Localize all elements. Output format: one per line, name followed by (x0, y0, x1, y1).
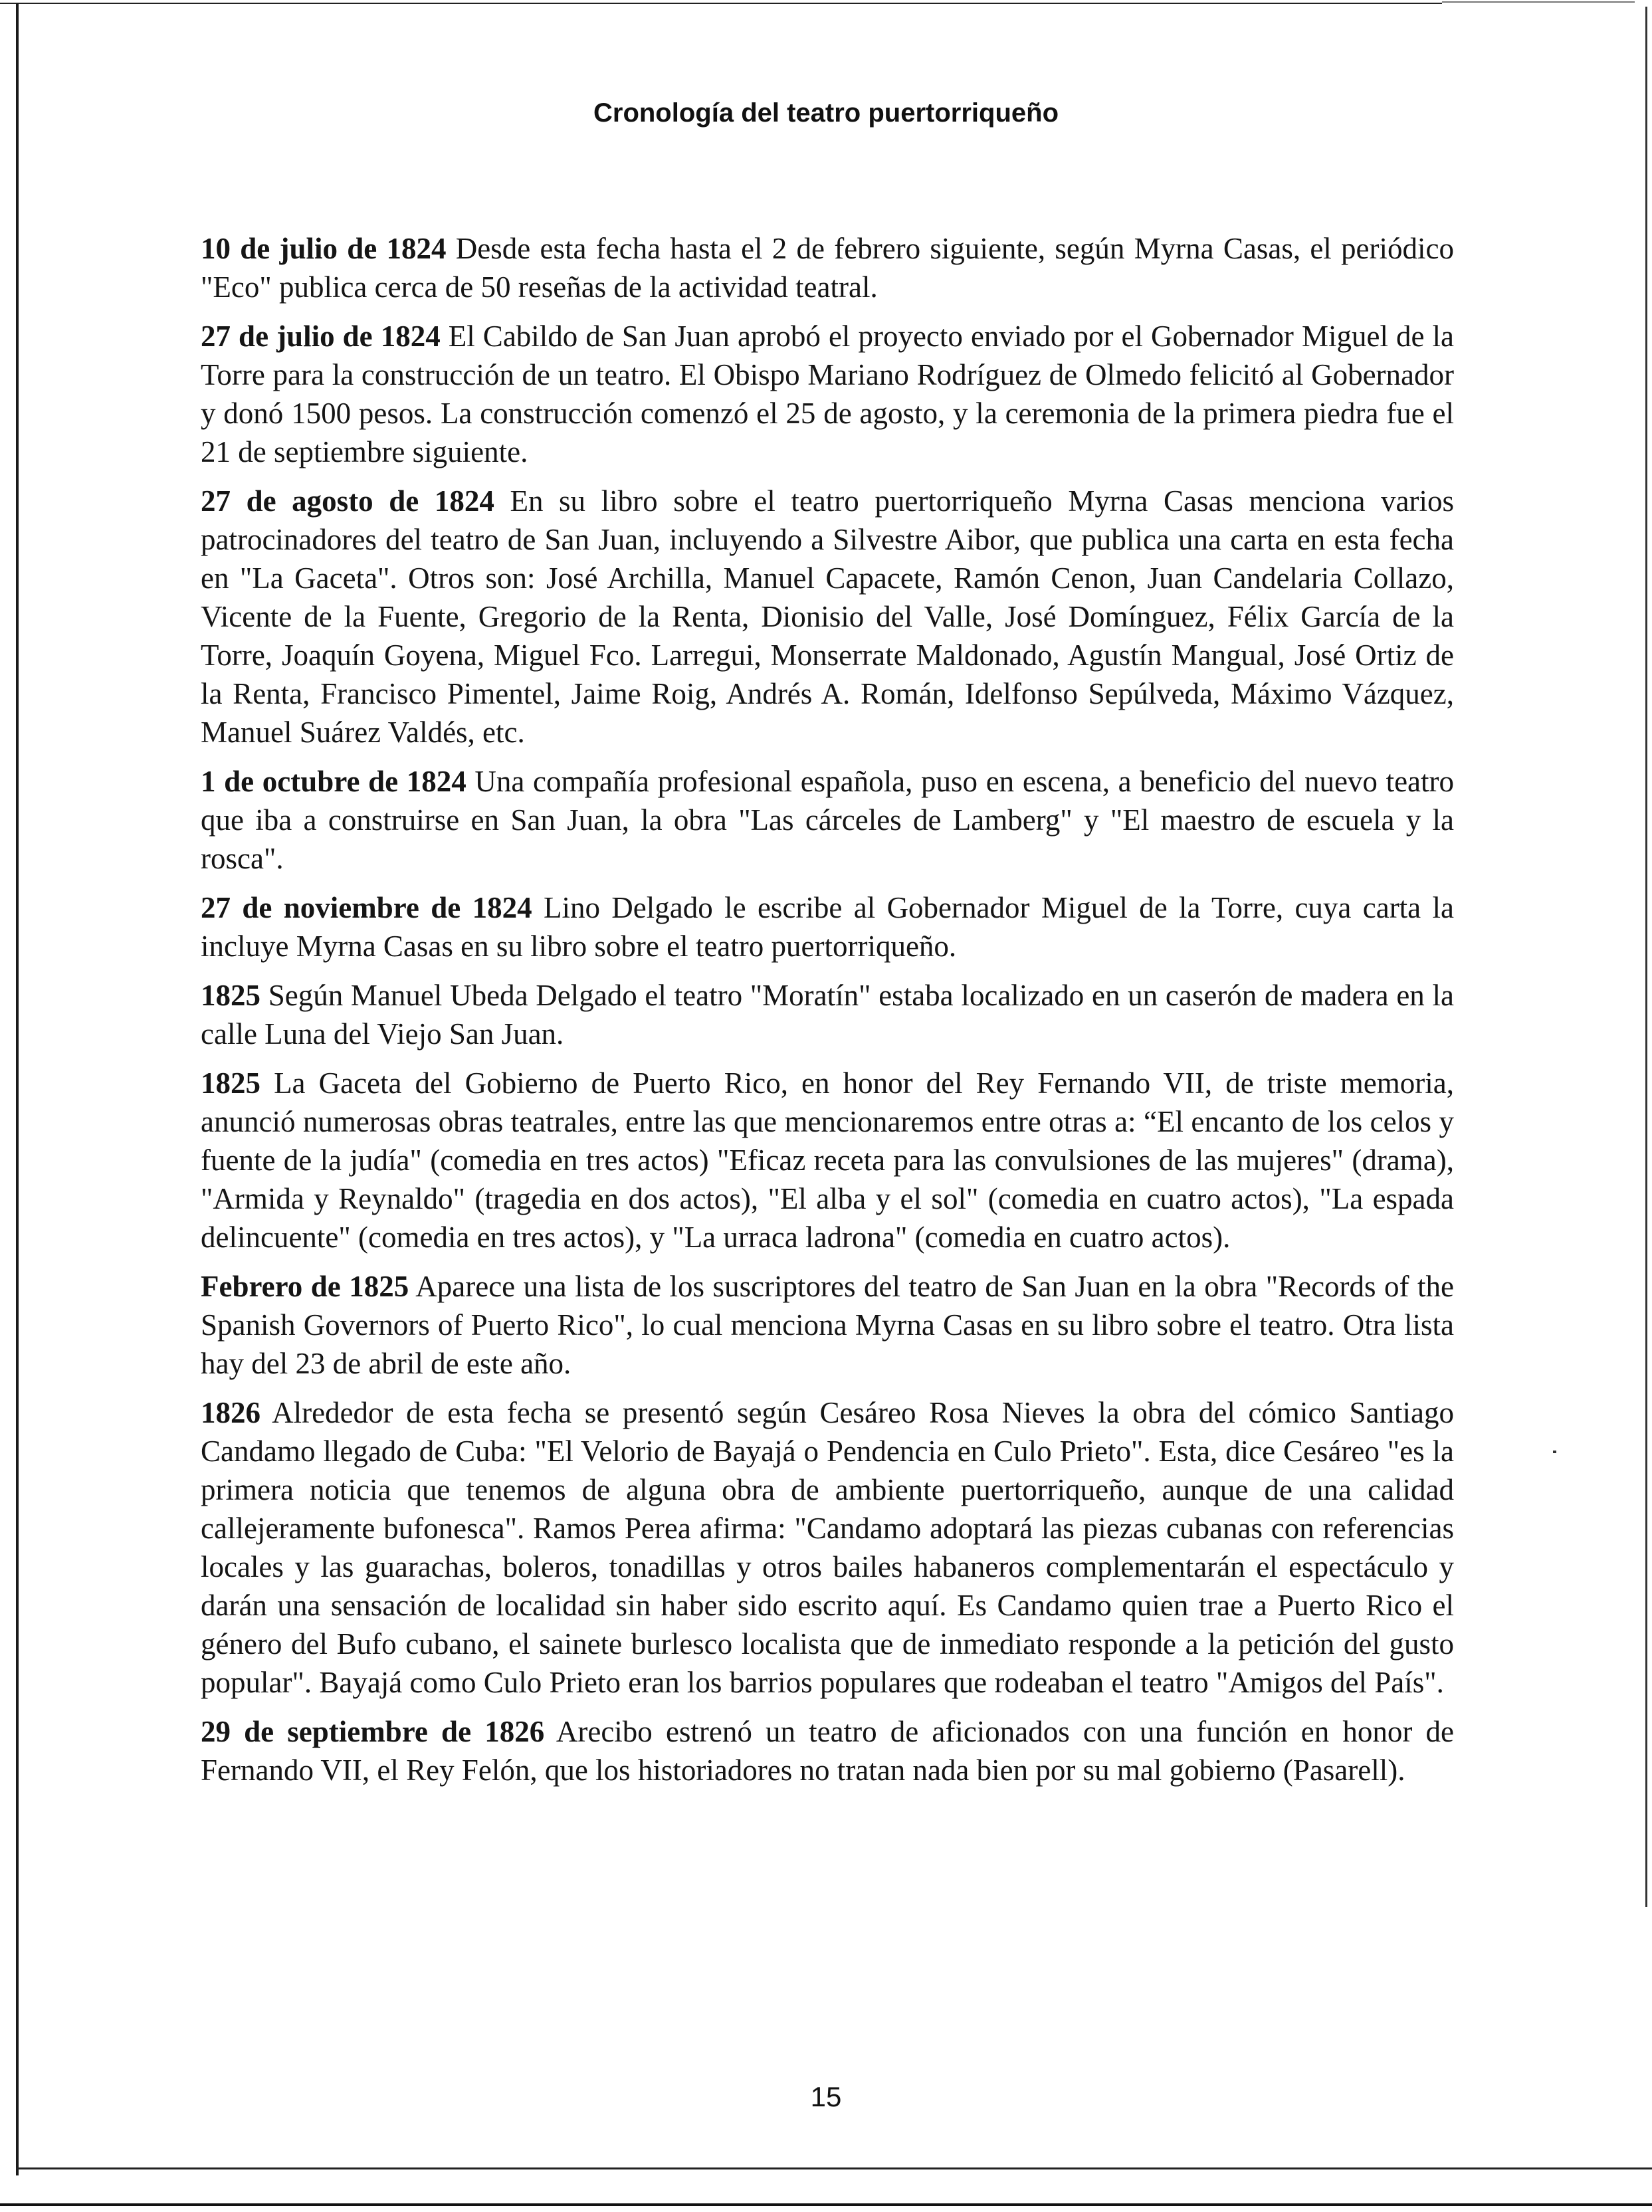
chronology-entry (201, 976, 1454, 1053)
page-header: Cronología del teatro puertorriqueño (593, 98, 1059, 128)
chronology-entry (201, 482, 1454, 752)
entry-date: 1825 (201, 1066, 260, 1100)
entry-date: 29 de septiembre de 1826 (201, 1715, 545, 1748)
footer-rule (16, 2167, 1652, 2169)
chronology-entry (201, 1267, 1454, 1383)
entry-date: 27 de noviembre de 1824 (201, 891, 532, 924)
entry-text: Aparece una lista de los suscriptores del teatro de San Juan en la obra "Records of the Spanish Governors of Puerto Rico", lo cual menciona Myrna Casas en su libro sobre el teatro. Otra lista hay del 23 de abril de este año. (201, 1270, 1454, 1380)
chronology-entry (201, 229, 1454, 306)
chronology-entry (201, 762, 1454, 878)
chronology-entry (201, 1064, 1454, 1257)
entry-text: Alrededor de esta fecha se presentó según Cesáreo Rosa Nieves la obra del cómico Santiago Candamo llegado de Cuba: "El Velorio de Bayajá o Pendencia en Culo Prieto". Esta, dice Cesáreo "es la primera noticia que tenemos de alguna obra de ambiente puertorriqueño, aunque de una calidad callejeramente bufonesca". Ramos Perea afirma: "Candamo adoptará las piezas cubanas con referencias locales y las guarachas, boleros, tonadillas y otros bailes habaneros complementarán el espectáculo y darán una sensación de localidad sin haber sido escrito aquí. Es Candamo quien trae a Puerto Rico el género del Bufo cubano, el sainete burlesco localista que de inmediato responde a la petición del gusto popular". Bayajá como Culo Prieto eran los barrios populares que rodeaban el teatro "Amigos del País". (201, 1396, 1454, 1699)
entry-text: La Gaceta del Gobierno de Puerto Rico, en honor del Rey Fernando VII, de triste memoria, anunció numerosas obras teatrales, entre las que mencionaremos entre otras a: “El encanto de los celos y fuente de la judía" (comedia en tres actos) "Eficaz receta para las convulsiones de las mujeres" (drama), "Armida y Reynaldo" (tragedia en dos actos), "El alba y el sol" (comedia en cuatro actos), "La espada delincuente" (comedia en tres actos), y "La urraca ladrona" (comedia en cuatro actos). (201, 1066, 1454, 1254)
chronology-entry (201, 1393, 1454, 1702)
entry-date: 10 de julio de 1824 (201, 232, 447, 265)
entry-text: En su libro sobre el teatro puertorriqueño Myrna Casas menciona varios patrocinadores del teatro de San Juan, incluyendo a Silvestre Aibor, que publica una carta en esta fecha en "La Gaceta". Otros son: José Archilla, Manuel Capacete, Ramón Cenon, Juan Candelaria Collazo, Vicente de la Fuente, Gregorio de la Renta, Dionisio del Valle, José Domínguez, Félix García de la Torre, Joaquín Goyena, Miguel Fco. Larregui, Monserrate Maldonado, Agustín Mangual, José Ortiz de la Renta, Francisco Pimentel, Jaime Roig, Andrés A. Román, Idelfonso Sepúlveda, Máximo Vázquez, Manuel Suárez Valdés, etc. (201, 484, 1455, 749)
entry-date: 1 de octubre de 1824 (201, 765, 466, 798)
chronology-entry (201, 1712, 1454, 1789)
chronology-entry (201, 888, 1454, 965)
entry-text: Una compañía profesional española, puso en escena, a beneficio del nuevo teatro que iba a construirse en San Juan, la obra "Las cárceles de Lamberg" y "El maestro de escuela y la rosca". (201, 765, 1455, 875)
scan-border-bottom (0, 2203, 1652, 2206)
entry-text: El Cabildo de San Juan aprobó el proyecto enviado por el Gobernador Miguel de la Torre para la construcción de un teatro. El Obispo Mariano Rodríguez de Olmedo felicitó al Gobernador y donó 1500 pesos. La construcción comenzó el 25 de agosto, y la ceremonia de la primera piedra fue el 21 de septiembre siguiente. (201, 320, 1454, 468)
scan-border-right (1645, 7, 1647, 1907)
entry-date: 27 de agosto de 1824 (201, 484, 494, 518)
page-number: 15 (810, 2081, 842, 2112)
entry-text: Según Manuel Ubeda Delgado el teatro "Moratín" estaba localizado en un caserón de madera en la calle Luna del Viejo San Juan. (201, 979, 1454, 1051)
chronology-entry (201, 317, 1454, 471)
entry-text: Desde esta fecha hasta el 2 de febrero siguiente, según Myrna Casas, el periódico "Eco" publica cerca de 50 reseñas de la actividad teatral. (201, 232, 1454, 304)
scan-border-top-right (1442, 1, 1635, 3)
entry-date: 1826 (201, 1396, 260, 1429)
scan-speck (1553, 1451, 1556, 1453)
scan-border-left (16, 3, 19, 2175)
entry-text: Arecibo estrenó un teatro de aficionados con una función en honor de Fernando VII, el Rey Felón, que los historiadores no tratan nada bien por su mal gobierno (Pasarell). (201, 1715, 1454, 1787)
scan-border-top (0, 3, 1442, 4)
entry-date: 27 de julio de 1824 (201, 320, 441, 353)
entry-date: 1825 (201, 979, 260, 1012)
entry-date: Febrero de 1825 (201, 1270, 409, 1303)
chronology-body (201, 229, 1454, 1800)
entry-text: Lino Delgado le escribe al Gobernador Miguel de la Torre, cuya carta la incluye Myrna Casas en su libro sobre el teatro puertorriqueño. (201, 891, 1454, 963)
